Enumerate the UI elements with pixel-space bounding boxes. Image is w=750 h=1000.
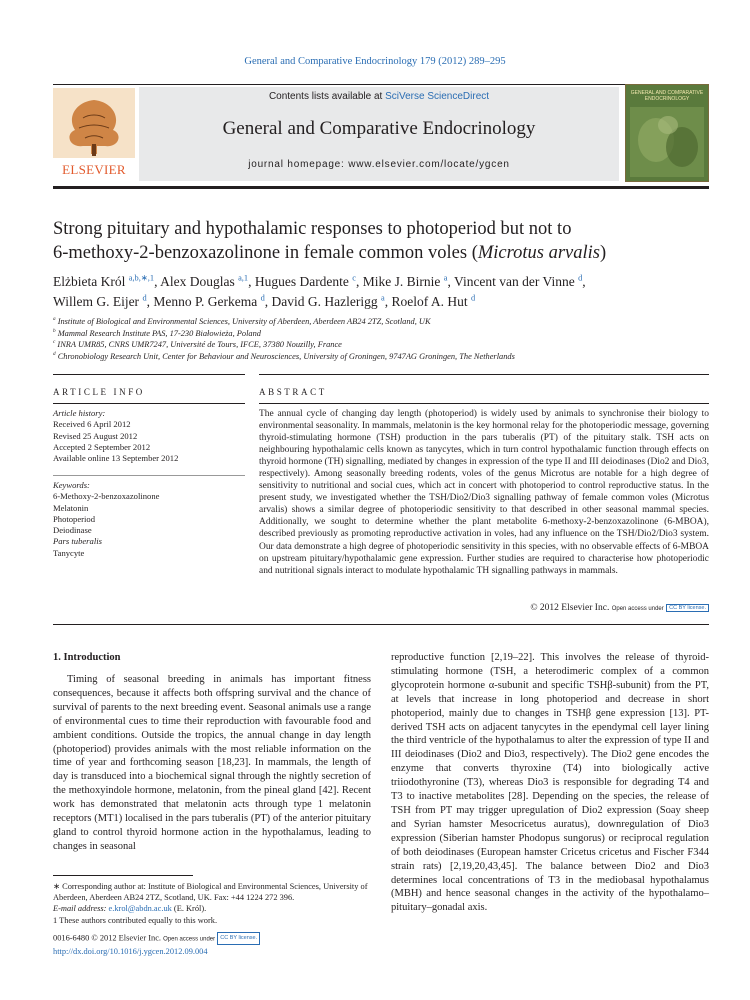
info-top-rule	[53, 374, 245, 375]
abstract-text: The annual cycle of changing day length (photoperiod) is widely used by animals to synchronise their biology to environmental seasonality. In mammals, melatonin is the key hormonal relay for the photoperiodic message, governing thyroid-stimulating hormone (TSH) production in the pars tuberalis (PT) of the pituitary stalk. TSH acts on neighbouring hypothalamic cells known as tanycytes, which in turn control hypothalamic function through effects on thyroid hormone (TH) signalling, mediated by changes in expression of the type II and III deiodinases (Dio2 and Dio3, respectively). Among seasonally breeding rodents, voles of the genus Microtus are notable for a high degree of sensitivity to nutritional and social cues, which act in concert with photoperiod to control reproductive status. In the present study, we investigated whether the TSH/Dio2/Dio3 signalling pathway of female common voles (Microtus arvalis) shows a similar degree of photoperiodic sensitivity to that described in other seasonal mammal species. Additionally, we sought to determine whether the plant metabolite 6-methoxy-2-benzoxazolinone (6-MBOA), described previously as promoting reproductive activation in voles, had any influence on the TSH/Dio2/Dio3 system. Our data demonstrate a high degree of photoperiodic sensitivity in this species, with no observable effects of 6-MBOA on upstream pituitary/hypothalamic gene expression. Further studies are required to characterise how photoperiodic and nutritional signals interact to modulate hypothalamic TH signalling pathways in mammals.	[259, 409, 709, 576]
history-label: Article history:	[53, 408, 106, 418]
info-rule	[53, 403, 245, 404]
author[interactable]: David G. Hazlerigg $^a$	[271, 293, 385, 309]
top-rule	[53, 84, 709, 85]
article-title	[53, 217, 713, 265]
author[interactable]: Menno P. Gerkema $^d$	[153, 293, 265, 309]
history-entry: Received 6 April 2012	[53, 419, 131, 430]
title-species: Microtus arvalis	[477, 243, 600, 263]
author-email-link[interactable]: e.krol@abdn.ac.uk	[108, 904, 172, 914]
history-entry: Accepted 2 September 2012	[53, 441, 151, 452]
affiliations	[53, 316, 713, 362]
author[interactable]: Willem G. Eijer $^d$	[53, 293, 147, 309]
title-line-2-prefix: 6-methoxy-2-benzoxazolinone in female common voles (	[53, 243, 478, 263]
introduction-heading: 1. Introduction	[53, 652, 121, 663]
page-footer: 0016-6480 © 2012 Elsevier Inc. Open access under CC BY license. http://dx.doi.org/10.1016/j.ygcen.2012.09.004	[53, 932, 383, 957]
homepage-prefix: journal homepage:	[248, 159, 349, 170]
keywords	[53, 480, 245, 559]
cover-title: GENERAL AND COMPARATIVE ENDOCRINOLOGY	[630, 90, 704, 102]
author[interactable]: Roelof A. Hut $^d$	[391, 293, 476, 309]
keyword: Melatonin	[53, 502, 89, 513]
header-rule	[53, 186, 709, 189]
affiliation: $^d$ Chronobiology Research Unit, Center for Behaviour and Neurosciences, University of Groningen, 9747AG Groningen, The Netherlands	[53, 350, 515, 361]
journal-citation[interactable]: General and Comparative Endocrinology 179 (2012) 289–295	[244, 56, 506, 67]
title-line-2-suffix: )	[600, 243, 607, 263]
author-list: Elżbieta Król $^{a,b,∗,1}$, Alex Douglas $^{a,1}$, Hugues Dardente $^c$, Mike J. Birnie $^a$, Vincent van der Vinne $^d$, Willem G. Eijer $^d$, Menno P. Gerkema $^d$, David G. Hazlerigg $^a$, Roelof A. Hut $^d$	[53, 273, 586, 309]
abstract-heading: ABSTRACT	[259, 387, 327, 397]
abstract-rule	[259, 403, 709, 404]
cc-license-link[interactable]: CC BY license.	[666, 604, 709, 612]
history-entry: Revised 25 August 2012	[53, 430, 138, 441]
journal-title: General and Comparative Endocrinology	[222, 118, 536, 139]
email-note: E-mail address: e.krol@abdn.ac.uk (E. Król).	[53, 904, 207, 914]
footnote-rule	[53, 875, 193, 876]
affiliation: $^b$ Mammal Research Institute PAS, 17-230 Białowieża, Poland	[53, 327, 261, 338]
intro-left-column: Timing of seasonal breeding in animals has important fitness consequences, because it affects both offspring survival and the chance of survival of parents to the next breeding event. Seasonal animals use a range of environmental cues to time their reproduction with favourable food and ambient conditions. Outside the tropics, the annual change in day length (photoperiod) provides animals with the most reliable information on the time of year and forthcoming season [18,23]. In mammals, the length of day is transduced into a biochemical signal through the nightly secretion of the methoxyindole hormone, melatonin, from the pineal gland [42]. Recent work has demonstrated that melatonin acts through type 1 melatonin receptors (MT1) localised in the pars tuberalis (PT) of the anterior pituitary gland to control thyroid hormone action in the hypothalamus, leading to changes in seasonal	[53, 674, 371, 852]
equal-contribution-note: 1 These authors contributed equally to this work.	[53, 915, 218, 925]
abstract-copyright: © 2012 Elsevier Inc. Open access under CC BY license.	[259, 603, 709, 613]
author[interactable]: Mike J. Birnie $^a$	[362, 273, 448, 289]
footnotes	[53, 881, 371, 926]
homepage-url[interactable]: www.elsevier.com/locate/ygcen	[348, 159, 510, 170]
footer-cc-license-link[interactable]: CC BY license.	[217, 932, 260, 945]
keyword: 6-Methoxy-2-benzoxazolinone	[53, 491, 160, 502]
keyword: Photoperiod	[53, 513, 96, 524]
abstract-top-rule	[259, 374, 709, 375]
corresponding-author-note: ∗ Corresponding author at: Institute of Biological and Environmental Sciences, University of Aberdeen, Aberdeen AB24 2TZ, Scotland, UK. Fax: +44 1224 272 396.	[53, 882, 368, 903]
doi-link[interactable]: http://dx.doi.org/10.1016/j.ygcen.2012.09.004	[53, 946, 208, 956]
title-line-1: Strong pituitary and hypothalamic responses to photoperiod but not to	[53, 219, 572, 239]
abstract-bottom-rule	[53, 624, 709, 625]
contents-line	[139, 91, 619, 102]
sciencedirect-link[interactable]: SciVerse ScienceDirect	[385, 91, 490, 102]
keywords-label: Keywords:	[53, 480, 90, 490]
history-entry: Available online 13 September 2012	[53, 453, 179, 464]
keyword: Tanycyte	[53, 547, 85, 558]
author[interactable]: Alex Douglas $^{a,1}$	[160, 273, 249, 289]
journal-cover	[625, 84, 709, 182]
article-info-heading: ARTICLE INFO	[53, 387, 145, 397]
issn: 0016-6480 © 2012 Elsevier Inc.	[53, 933, 162, 943]
keyword: Pars tuberalis	[53, 536, 102, 547]
contents-prefix: Contents lists available at	[268, 91, 386, 102]
keyword: Deiodinase	[53, 525, 92, 536]
affiliation: $^c$ INRA UMR85, CNRS UMR7247, Université de Tours, IFCE, 37380 Nouzilly, France	[53, 339, 342, 349]
affiliation: $^a$ Institute of Biological and Environmental Sciences, University of Aberdeen, Aberdeen AB24 2TZ, Scotland, UK	[53, 316, 431, 326]
publisher-name: ELSEVIER	[62, 162, 126, 177]
article-history	[53, 408, 245, 464]
keywords-rule	[53, 475, 245, 476]
journal-homepage	[139, 159, 619, 170]
cover-image	[626, 85, 709, 182]
author[interactable]: Hugues Dardente $^c$	[254, 273, 357, 289]
intro-right-column: reproductive function [2,19–22]. This involves the release of thyroid-stimulating hormone (TSH, a heterodimeric complex of a common glycoprotein hormone α-subunit and specific TSHβ-subunit) from the PT, at levels that increase in long photoperiod and decrease in short photoperiod, mainly due to changes in TSHβ gene expression [13]. PT-derived TSH acts on adjacent tanycytes in the ependymal cell layer lining the third ventricle of the hypothalamus to alter the expression of type II and III deiodinases (Dio2 and Dio3, respectively). The Dio2 gene encodes the enzyme that converts thyroxine (T4) into biologically active triiodothyronine (T3), whereas Dio3 is responsible for degrading T4 and T3 to inactive metabolites [28]. Depending on the species, the release of TSH from PT may trigger upregulation of Dio2 expression (Soay sheep and Syrian hamster Mesocricetus auratus), downregulation of Dio3 expression (Siberian hamster Phodopus sungorus) or reciprocal regulation of both deiodinases (European hamster Cricetus cricetus and Fischer F344 strain rats) [2,19,20,43,45]. The balance between Dio2 and Dio3 determines local concentrations of T3 in the mediobasal hypothalamus (MBH) and hence seasonal changes in the activity of the hypothalamo–pituitary–gonadal axis.	[391, 652, 709, 914]
author[interactable]: Vincent van der Vinne $^d$	[454, 273, 583, 289]
author[interactable]: Elżbieta Król $^{a,b,∗,1}$	[53, 273, 155, 289]
